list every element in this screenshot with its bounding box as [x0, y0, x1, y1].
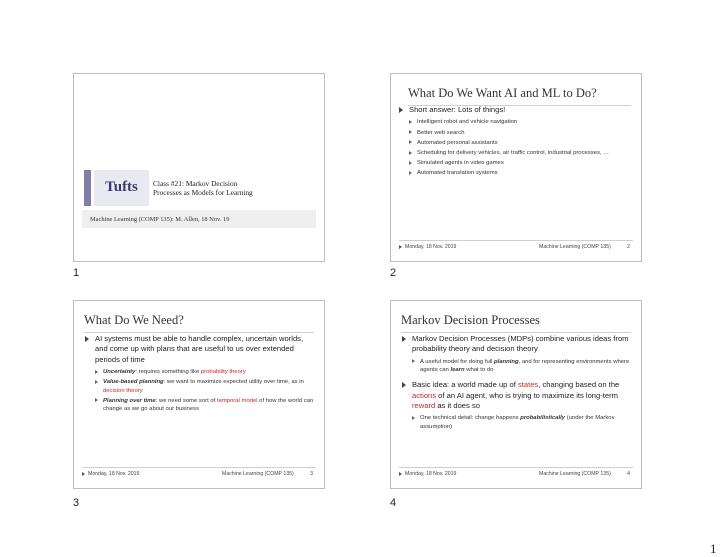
slide-4	[390, 300, 642, 489]
bullet-arrow-icon	[412, 416, 415, 420]
sub-bullet-text: , and for representing environments where agents can	[420, 358, 630, 374]
bullet-arrow-icon	[95, 398, 98, 402]
emphasis: probabilistically	[520, 415, 566, 422]
bullet	[398, 105, 631, 115]
sub-bullet-text: of how the world can change as we go about our business	[103, 397, 314, 413]
bullet-text: as it does so	[435, 401, 480, 411]
slide-footer	[399, 467, 633, 481]
bullet-text: of an AI agent, who is trying to maximize its long-term	[436, 390, 618, 400]
slide-number-2: 2	[390, 267, 397, 279]
bullet-arrow-icon	[409, 171, 412, 175]
bullet-text: Basic idea: a world made up of	[412, 380, 518, 390]
emphasis: learn	[450, 367, 465, 374]
highlight: decision theory	[103, 387, 143, 394]
bullet-arrow-icon	[85, 336, 89, 342]
bullet-list	[398, 105, 631, 180]
bullet-list	[84, 334, 314, 415]
bullet-list	[401, 334, 631, 433]
sub-bullet-text: Better web search	[417, 129, 465, 136]
slide-title: Markov Decision Processes	[401, 313, 631, 333]
sub-bullet-text: Intelligent robot and vehicle navigation	[417, 119, 518, 126]
bullet-arrow-icon	[95, 370, 98, 374]
footer-page: 4	[627, 471, 630, 477]
sub-bullet-text: One technical detail: change happens	[420, 415, 521, 422]
footer-arrow-icon	[399, 472, 402, 476]
sub-bullet-text: : requires something like	[135, 369, 201, 376]
slide-number-1: 1	[73, 267, 80, 279]
tufts-logo-text: Tufts	[105, 179, 138, 195]
sub-bullet-text: : we need some sort of	[155, 397, 217, 404]
sub-bullet	[84, 378, 314, 394]
footer-course: Machine Learning (COMP 135)	[222, 471, 294, 477]
class-title	[153, 179, 323, 198]
bullet-arrow-icon	[409, 161, 412, 165]
highlight: actions	[412, 390, 437, 400]
emphasis: planning	[494, 358, 519, 365]
sub-bullet	[84, 368, 314, 376]
footer-arrow-icon	[399, 245, 402, 249]
bullet-arrow-icon	[409, 140, 412, 144]
sub-bullet	[398, 149, 631, 157]
slide-2	[390, 73, 642, 262]
slide-number-3: 3	[73, 497, 80, 509]
bullet-text: Short answer: Lots of things!	[409, 105, 506, 114]
bullet-arrow-icon	[412, 359, 415, 363]
slide-footer	[82, 467, 316, 481]
slide-footer	[399, 240, 633, 254]
sub-bullet	[401, 358, 631, 374]
sub-bullet	[401, 414, 631, 430]
bullet-arrow-icon	[409, 130, 412, 134]
slide-title: What Do We Need?	[84, 313, 314, 333]
sub-bullet-text: A useful model for doing full	[420, 358, 495, 365]
sub-bullet	[398, 169, 631, 177]
course-subtitle: Machine Learning (COMP 135): M. Allen, 18 Nov. 19	[82, 210, 316, 228]
bullet	[84, 334, 314, 365]
highlight: states	[517, 380, 539, 390]
term: Value-based planning	[103, 379, 164, 386]
sub-bullet-text: (under the Markov assumption)	[420, 415, 615, 430]
bullet-text: AI systems must be able to handle complex, uncertain worlds, and come up with plans that are useful to us over extended periods of time	[95, 334, 304, 364]
class-title-line-1: Class #21: Markov Decision	[153, 179, 238, 188]
sub-bullet-text: Simulated agents in video games	[417, 160, 504, 167]
highlight: reward	[412, 401, 436, 411]
sub-bullet-text: Automated personal assistants	[417, 139, 498, 146]
bullet-arrow-icon	[402, 382, 406, 388]
footer-date: Monday, 18 Nov. 2019	[88, 471, 140, 477]
sub-bullet	[84, 397, 314, 413]
footer-page: 3	[310, 471, 313, 477]
bullet-arrow-icon	[402, 336, 406, 342]
sub-bullet-text: Automated translation systems	[417, 170, 498, 177]
slide-title: What Do We Want AI and ML to Do?	[408, 86, 631, 106]
class-title-line-2: Processes as Models for Learning	[153, 188, 253, 198]
title-accent-bar	[84, 170, 91, 206]
bullet-arrow-icon	[409, 120, 412, 124]
footer-date: Monday, 18 Nov. 2019	[405, 471, 457, 477]
sub-bullet	[398, 159, 631, 167]
bullet	[401, 380, 631, 411]
bullet-text: Markov Decision Processes (MDPs) combine various ideas from probability theory and decision theory	[412, 334, 629, 354]
sub-bullet	[398, 129, 631, 137]
footer-arrow-icon	[82, 472, 85, 476]
sub-bullet	[398, 118, 631, 126]
sub-bullet-text: what to do	[464, 367, 494, 374]
page-number: 1	[710, 541, 717, 556]
bullet-text: , changing based on the	[538, 380, 620, 390]
slide-number-4: 4	[390, 497, 397, 509]
footer-course: Machine Learning (COMP 135)	[539, 244, 611, 250]
bullet	[401, 334, 631, 355]
sub-bullet-text: Scheduling for delivery vehicles, air traffic control, industrial processes, …	[417, 150, 610, 157]
slide-3	[73, 300, 325, 489]
bullet-arrow-icon	[409, 151, 412, 155]
term: Planning over time	[103, 397, 156, 404]
sub-bullet-text: : we want to maximize expected utility over time, as in	[163, 379, 304, 386]
sub-bullet	[398, 139, 631, 147]
highlight: probability theory	[200, 369, 246, 376]
tufts-logo	[94, 170, 149, 206]
highlight: temporal model	[216, 397, 258, 404]
footer-date: Monday, 18 Nov. 2019	[405, 244, 457, 250]
term: Uncertainty	[103, 369, 136, 376]
bullet-arrow-icon	[95, 380, 98, 384]
slide-1	[73, 73, 325, 262]
bullet-arrow-icon	[399, 107, 403, 113]
footer-page: 2	[627, 244, 630, 250]
footer-course: Machine Learning (COMP 135)	[539, 471, 611, 477]
